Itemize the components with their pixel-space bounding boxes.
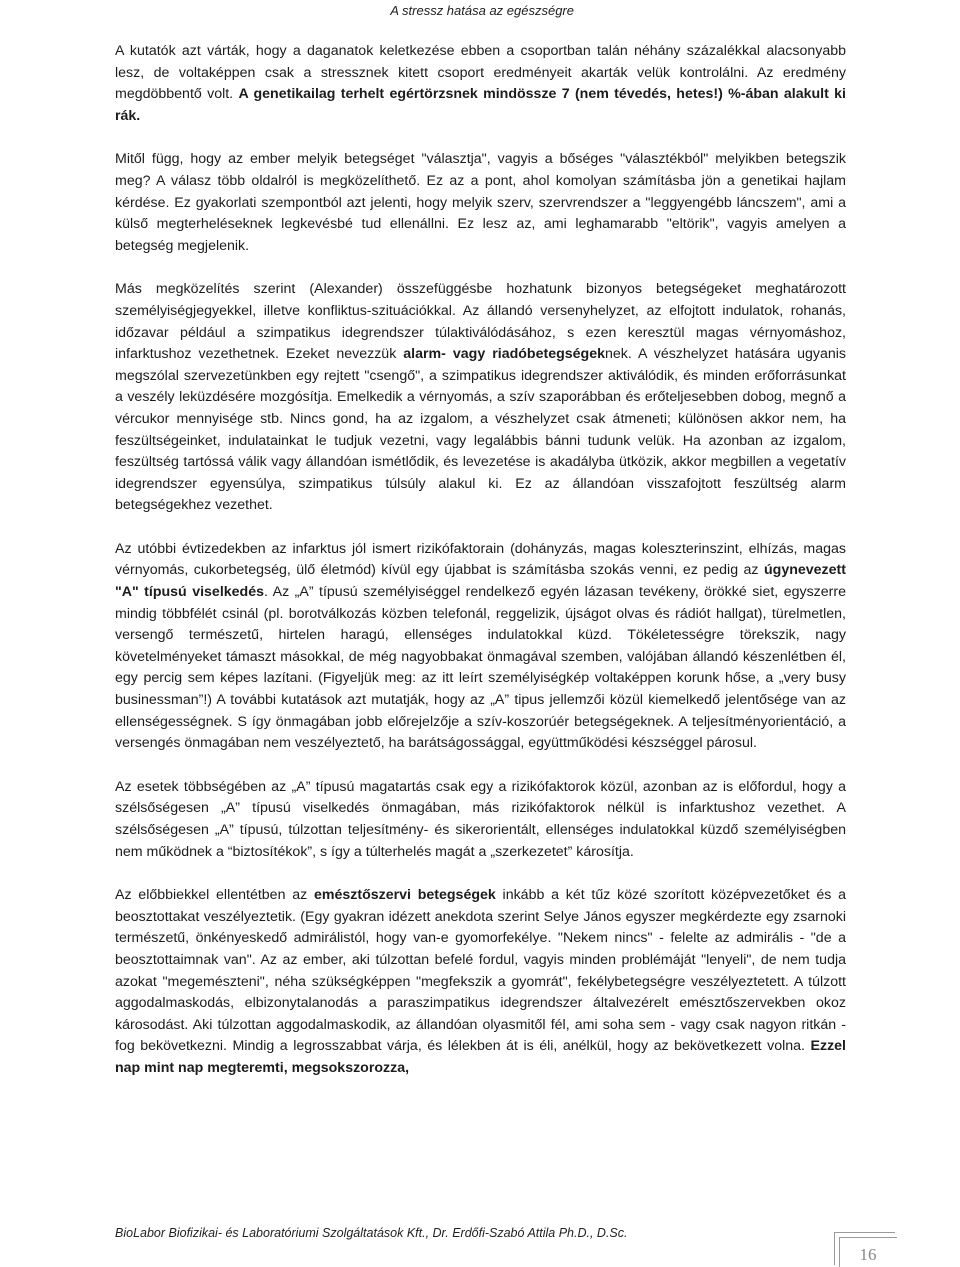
running-header [0,0,960,18]
bold-run: emésztőszervi betegségek [313,887,496,904]
paragraph-1 [115,41,846,127]
body-text [115,41,846,1102]
paragraph-3 [115,279,846,517]
paragraph-2 [115,149,846,257]
page-number: 16 [859,1245,877,1264]
bold-run: Ezzel nap mint nap megteremti, megsokszorozza, [115,1038,846,1076]
text-run: nek. A vészhelyzet hatására ugyanis megszólal szervezetünkben egy rejtett "csengő", a szimpatikus idegrendszer aktiválódik, és minden erőforrásunkat a veszély leküzdésére mozgósítja. Emelkedik a vérnyomás, a szív szaporábban és erőteljesebben dobog, megnő a vércukor mennyisége stb. Nincs gond, ha az izgalom, a vészhelyzet csak átmeneti; különösen akkor nem, ha feszültségeinket, indulatainkat le tudjuk vezetni, vagy legalábbis bánni tudunk velük. Ha azonban az izgalom, feszültség tartóssá válik vagy állandóan ismétlődik, és levezetése is akadályba ütközik, akkor megbillen a vegetatív idegrendszer egyensúlya, szimpatikus túlsúly alakul ki. Ez az állandóan visszafojtott feszültség alarm betegségekhez vezethet. [115,346,846,514]
bold-run: úgynevezett "A" típusú viselkedés [115,562,846,601]
paragraph-4 [115,539,846,755]
running-header-title: A stressz hatása az egészségre [390,3,574,18]
bold-run: alarm- vagy riadóbetegségek [403,346,605,363]
text-run: Mitől függ, hogy az ember melyik betegséget "választja", vagyis a bőséges "választékból" melyikben betegszik meg? A válasz több oldalról is megközelíthető. Ez az a pont, ahol komolyan számításba jön a genetikai hajlam kérdése. Ez gyakorlati szempontból azt jelenti, hogy melyik szerv, szervrendszer a "leggyengébb láncszem", ami a külső megterheléseknek legkevésbé tud ellenállni. Ez lesz az, ami leghamarabb "eltörik", vagyis amelyen a betegség megjelenik. [115,151,846,254]
paragraph-6 [115,885,846,1079]
text-run: Más megközelítés szerint (Alexander) összefüggésbe hozhatunk bizonyos betegségeket meghatározott személyiségjegyekkel, illetve konfliktus-szituációkkal. Az állandó versenyhelyzet, az elfojtott indulatok, rohanás, időzavar például a szimpatikus idegrendszer túlaktiválódásához, s ezen keresztül magas vérnyomáshoz, infarktushoz vezethetnek. Ezeket nevezzük [115,281,846,363]
text-run: Az esetek többségében az „A” típusú magatartás csak egy a rizikófaktorok közül, azonban az is előfordul, hogy a szélsőségesen „A” típusú viselkedés önmagában, más rizikófaktorok nélkül is infarktushoz vezethet. A szélsőségesen „A” típusú, túlzottan teljesítmény- és sikerorientált, ellenséges indulatokkal küzdő személyiségben nem működnek a “biztosítékok”, s így a túlterhelés magát a „szerkezetet” károsítja. [115,778,846,860]
paragraph-5 [115,777,846,863]
text-run: Az utóbbi évtizedekben az infarktus jól ismert rizikófaktorain (dohányzás, magas koleszterinszint, elhízás, magas vérnyomás, cukorbetegség, ülő életmód) kívül egy újabbat is számításba szokás venni, ez pedig az [115,540,846,579]
text-run: A kutatók azt várták, hogy a daganatok keletkezése ebben a csoportban talán néhány százalékkal alacsonyabb lesz, de voltaképpen csak a stressznek kitett csoport eredményeit akarták velük kontrolálni. Az eredmény megdöbbentő volt. [115,43,846,103]
bold-run: A genetikailag terhelt egértörzsnek mindössze 7 (nem tévedés, hetes!) %-ában alakult ki rák. [115,86,846,124]
footer-text: BioLabor Biofizikai- és Laboratóriumi Szolgáltatások Kft., Dr. Erdőfi-Szabó Attila Ph.D., D.Sc. [115,1226,628,1240]
text-run: . Az „A” típusú személyiséggel rendelkező egyén lázasan tevékeny, örökké siet, egyszerre mindig többfélét csinál (pl. borotválkozás közben telefonál, reggelizik, újságot olvas és rádiót hallgat), türelmetlen, versengő természetű, hirtelen haragú, ellenséges indulatokkal küzd. Tökéletességre törekszik, nagy követelményeket támaszt másokkal, de még nagyobbakat önmagával szemben, valójában állandó készenlétben él, egy percig sem képes lazítani. (Figyeljük meg: az itt leírt személyiségkép voltaképpen korunk hőse, a „very busy businessman”!) A további kutatások azt mutatják, hogy az „A” tipus jellemzői közül kiemelkedő jelentősége van az ellenségességnek. S így önmagában jobb előrejelzője a szív-koszorúér betegségeknek. A teljesítményorientáció, a versengés önmagában nem veszélyeztető, ha barátságossággal, együttműködési készséggel párosul. [115,584,846,752]
text-run: inkább a két tűz közé szorított középvezetőket és a beosztottakat veszélyeztetik. (Egy gyakran idézett anekdota szerint Selye János egyszer megkérdezte egy zsarnoki természetű, önkényeskedő admirálistól, hogy van-e gyomorfekélye. "Nekem nincs" - felelte az admirális - "de a beosztottaimnak van". Az az ember, aki túlzottan befelé fordul, vagyis minden problémáját "lenyeli", de nem tudja azokat "megemészteni", néha szükségképpen "megfekszik a gyomrát", fekélybetegségre veszélyeztetett. A túlzott aggodalmaskodás, elbizonytalanodás a paraszimpatikus idegrendszer általvezérelt emésztőszervekben okoz károsodást. Aki túlzottan aggodalmaskodik, az állandóan olyasmitől fél, ami soha sem - vagy csak nagyon ritkán - fog bekövetkezni. Mindig a legrosszabbat várja, és lélekben át is éli, anélkül, hogy az bekövetkezett volna. [115,887,847,1055]
page-footer [115,1226,815,1240]
text-run: Az előbbiekkel ellentétben az [115,887,314,904]
